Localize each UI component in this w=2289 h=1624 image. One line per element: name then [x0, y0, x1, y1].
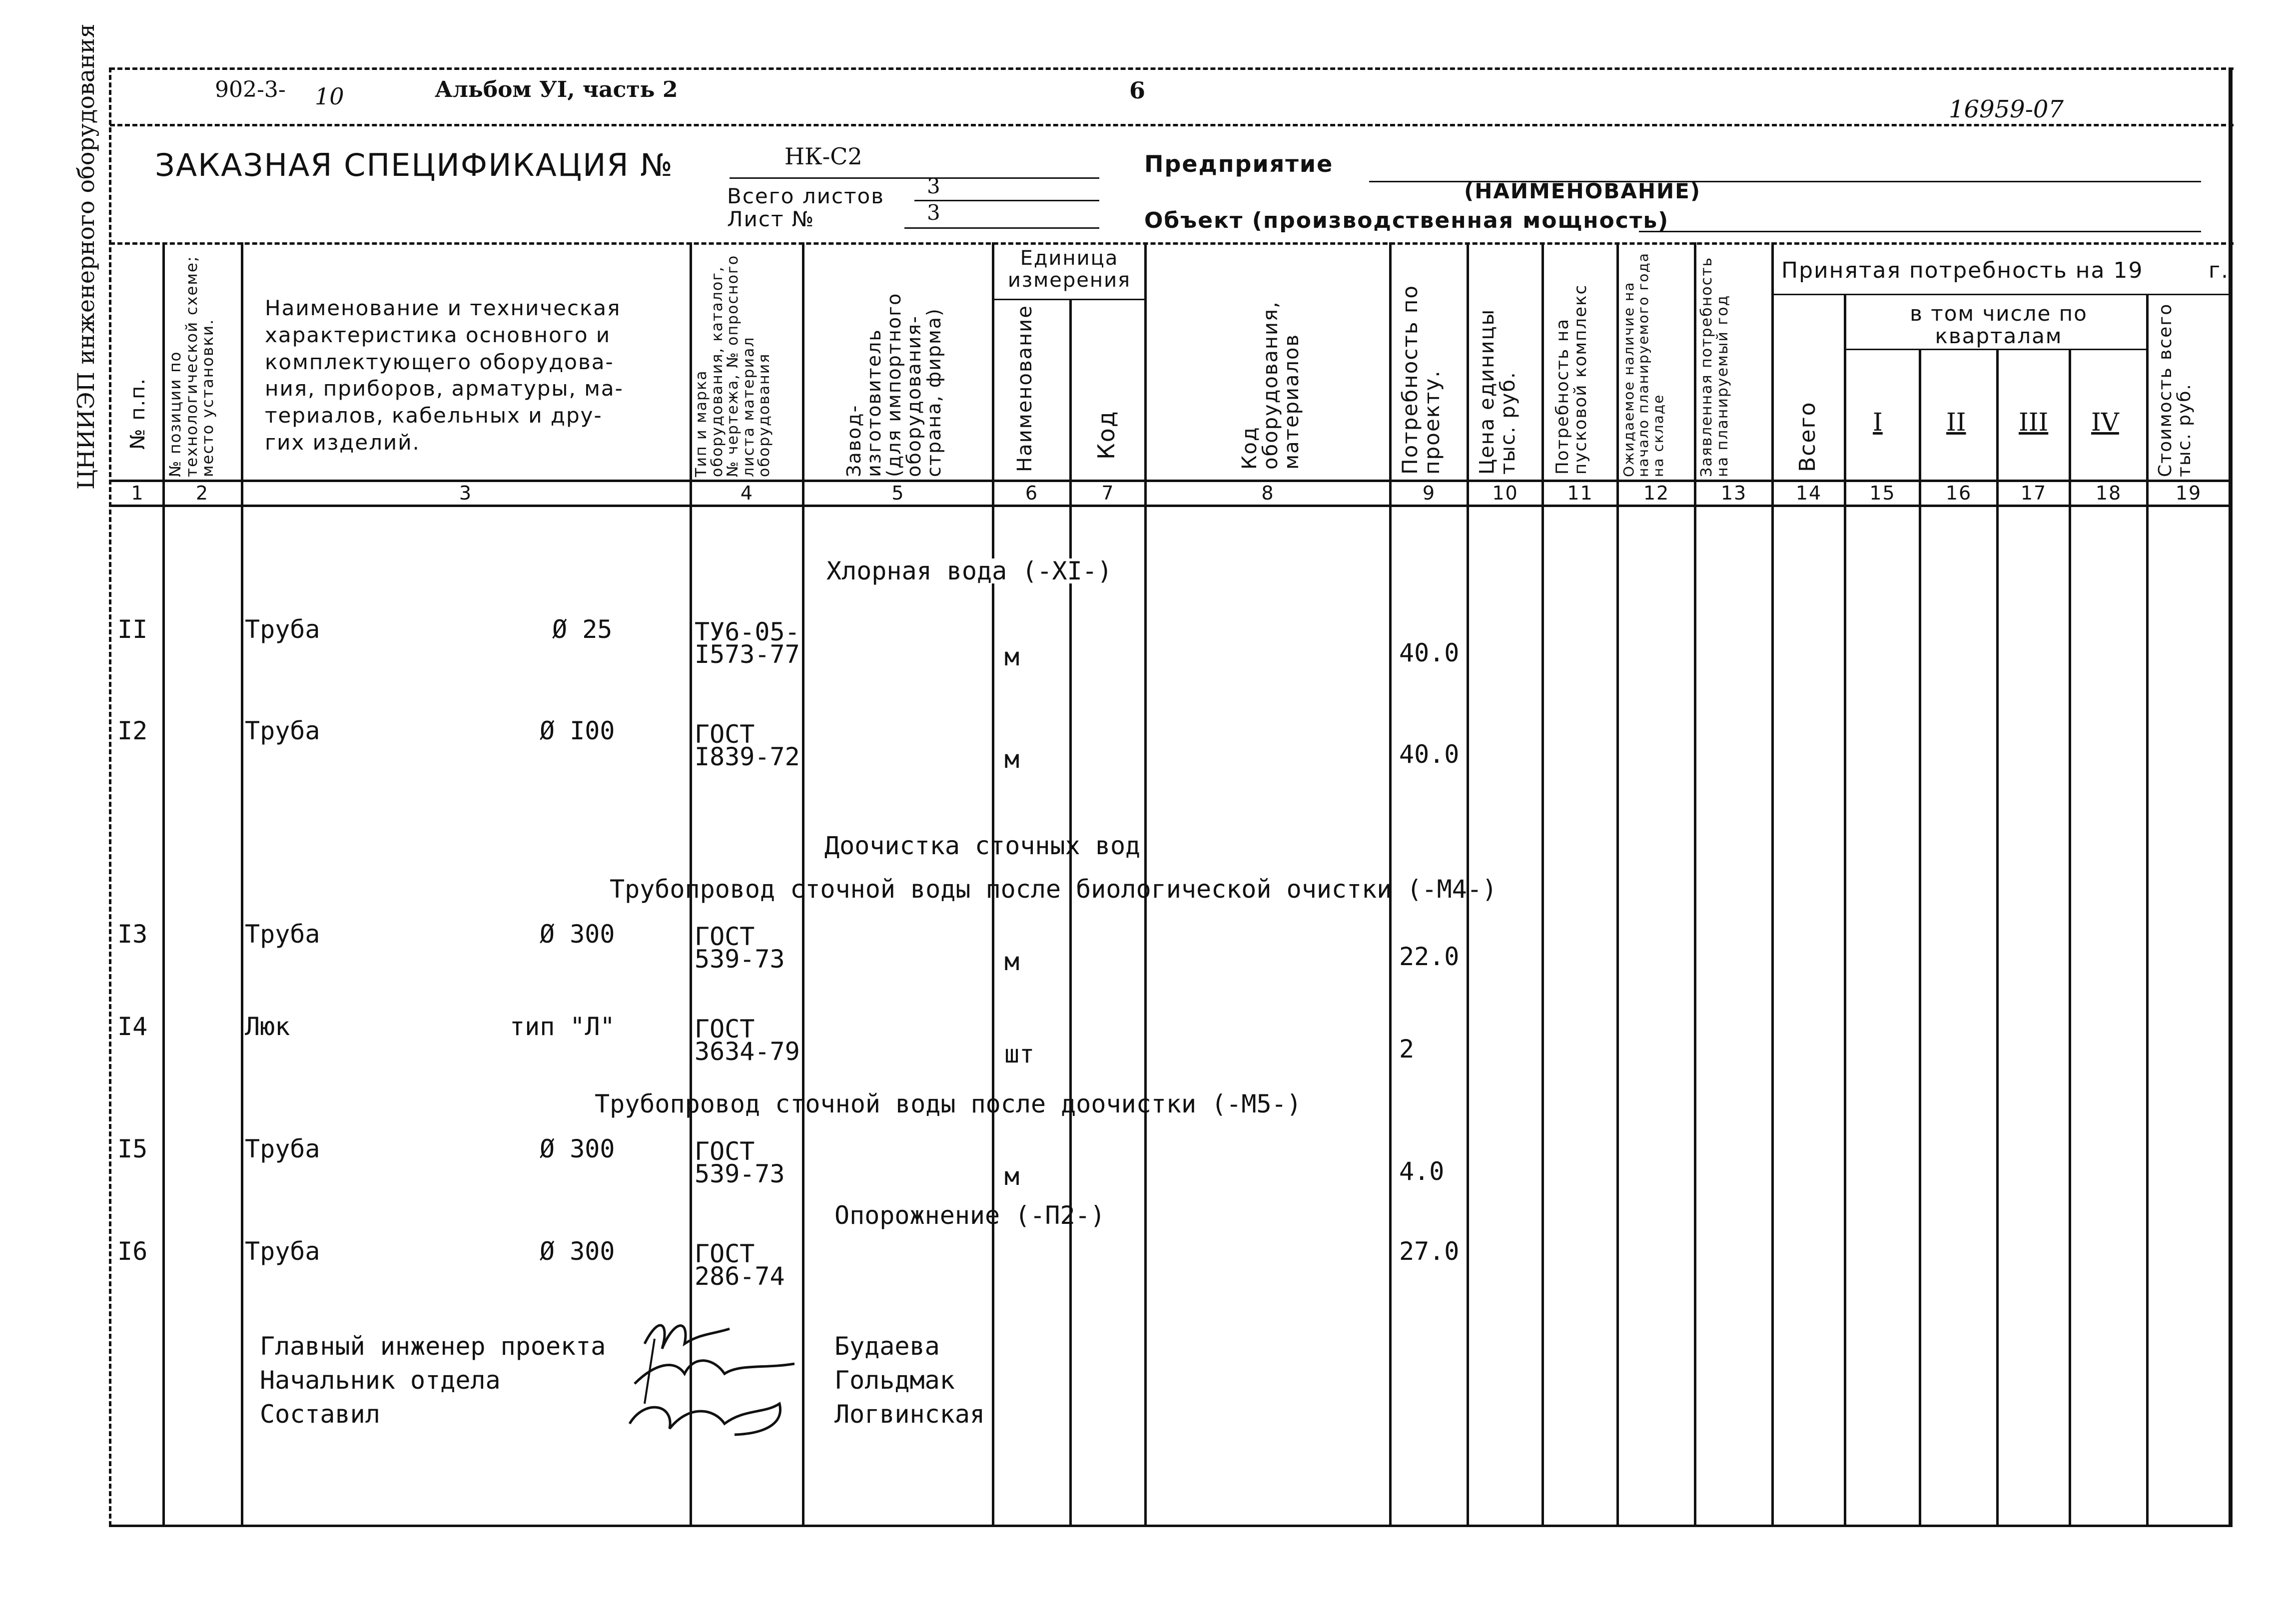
total-sheets-line	[914, 200, 1099, 201]
row-size: Ø 25	[552, 615, 613, 644]
total-sheets-label: Всего листов	[727, 184, 885, 208]
col-number: 18	[2095, 482, 2122, 504]
row-type-2: 539-73	[695, 1159, 785, 1188]
signature-name: Будаева	[834, 1332, 940, 1361]
row-type-2: I839-72	[695, 742, 800, 771]
col-number: 1	[131, 482, 144, 504]
accepted-group-line	[1771, 294, 2231, 295]
col-18-header: IV	[2091, 408, 2119, 437]
row-type-1: ГОСТ	[695, 1015, 755, 1044]
row-unit: м	[1004, 745, 1020, 774]
col-number: 4	[740, 482, 754, 504]
col-15-header: I	[1873, 408, 1883, 437]
col-3-line-4: ния, приборов, арматуры, ма-	[265, 376, 624, 401]
col-number: 7	[1101, 482, 1115, 504]
section-heading: Хлорная вода (-XI-)	[824, 558, 1114, 583]
row-type-1: ТУ6-05-	[695, 617, 800, 646]
unit-group-header: Единица измерения	[1007, 247, 1131, 292]
col-10-header: Цена единицы тыс. руб.	[1476, 308, 1520, 475]
unit-group-line	[992, 299, 1144, 300]
row-qty: 4.0	[1399, 1157, 1445, 1186]
vline-15	[1919, 350, 1921, 1525]
col-number: 12	[1643, 482, 1670, 504]
album-label: Альбом УI, часть 2	[435, 77, 678, 102]
enterprise-label: Предприятие	[1144, 150, 1334, 177]
sheet-line	[904, 227, 1099, 229]
col-3-line-2: характеристика основного и	[265, 322, 611, 347]
quarters-group-line	[1844, 349, 2146, 350]
accepted-group-suffix: г.	[2209, 258, 2230, 283]
row-qty: 40.0	[1399, 740, 1460, 769]
col-9-header: Потребность по проекту.	[1398, 284, 1445, 475]
col-12-header: Ожидаемое наличие на начало планируемого года на складе	[1620, 252, 1666, 477]
row-type-1: ГОСТ	[695, 1239, 755, 1268]
col-number: 19	[2175, 482, 2202, 504]
col-4-header: Тип и марка оборудования, каталог, № чертежа, № опросного листа материал оборудования	[693, 254, 773, 477]
col-11-header: Потребность на пусковой комплекс	[1552, 284, 1590, 475]
col-number: 2	[195, 482, 209, 504]
col-number: 16	[1945, 482, 1972, 504]
name-hint: (НАИМЕНОВАНИЕ)	[1464, 179, 1701, 203]
spec-title: ЗАКАЗНАЯ СПЕЦИФИКАЦИЯ №	[155, 147, 674, 183]
row-size: тип "Л"	[510, 1012, 615, 1041]
row-unit: м	[1004, 947, 1020, 976]
object-line	[1639, 231, 2201, 232]
signature-role: Главный инженер проекта	[260, 1332, 606, 1361]
handwritten-signatures-icon	[615, 1304, 814, 1444]
section-heading: Трубопровод сточной воды после биологической очистки (-М4-)	[610, 875, 1498, 904]
row-name: Труба	[245, 1237, 320, 1266]
col-16-header: II	[1946, 408, 1966, 437]
col-8-header: Код оборудования, материалов	[1238, 301, 1303, 470]
spec-number-line	[730, 177, 1099, 179]
row-unit: шт	[1004, 1040, 1035, 1069]
row-type-2: 286-74	[695, 1262, 785, 1291]
frame-top	[110, 67, 2234, 70]
col-6-header: Наименование	[1013, 305, 1036, 472]
vline-12	[1694, 242, 1696, 1525]
top-strip-line	[110, 124, 2234, 126]
section-heading: Доочистка сточных вод	[824, 831, 1141, 860]
row-name: Люк	[245, 1012, 290, 1041]
spec-number: НК-С2	[784, 143, 862, 170]
col-header-bottom	[110, 480, 2231, 482]
col-3-line-6: гих изделий.	[265, 430, 420, 455]
col-3-line-1: Наименование и техническая	[265, 296, 621, 320]
col-17-header: III	[2019, 408, 2049, 437]
header-bottom-line	[110, 242, 2234, 245]
col-13-header: Заявленная потребность на планируемый год	[1698, 256, 1731, 477]
row-size: Ø 300	[540, 1134, 615, 1163]
col-14-header: Всего	[1795, 401, 1820, 472]
col-2-header: № позиции по технологической схеме; место установки.	[166, 255, 217, 477]
col-number: 17	[2020, 482, 2047, 504]
row-name: Труба	[245, 1134, 320, 1163]
frame-left	[109, 67, 111, 1526]
vline-16	[1996, 350, 1999, 1525]
row-qty: 2	[1399, 1035, 1415, 1064]
row-name: Труба	[245, 615, 320, 644]
row-size: Ø 300	[540, 920, 615, 949]
row-number: I5	[117, 1134, 148, 1163]
row-type-1: ГОСТ	[695, 720, 755, 749]
inventory-number: 16959-07	[1949, 95, 2064, 123]
row-number: I6	[117, 1237, 148, 1266]
vline-10	[1541, 242, 1544, 1525]
col-number: 8	[1261, 482, 1275, 504]
doc-code-hand: 10	[315, 83, 344, 110]
signature-role: Начальник отдела	[260, 1366, 501, 1395]
row-number: I4	[117, 1012, 148, 1041]
vline-17	[2069, 350, 2071, 1525]
col-5-header: Завод-изготовитель (для импортного оборудования-страна, фирма)	[843, 292, 945, 477]
row-type-2: 539-73	[695, 945, 785, 974]
section-heading: Трубопровод сточной воды после доочистки (-М5-)	[595, 1089, 1302, 1118]
page-number: 6	[1129, 77, 1146, 104]
row-type-1: ГОСТ	[695, 922, 755, 951]
row-size: Ø I00	[540, 716, 615, 745]
row-name: Труба	[245, 920, 320, 949]
vline-14	[1844, 295, 1846, 1525]
vline-18	[2146, 295, 2149, 1525]
row-number: I2	[117, 716, 148, 745]
col-number: 3	[459, 482, 473, 504]
col-number: 5	[891, 482, 905, 504]
col-3-line-3: комплектующего оборудова-	[265, 349, 614, 374]
doc-code: 902-3-	[215, 77, 286, 102]
row-number: II	[117, 615, 148, 644]
section-heading: Опорожнение (-П2-)	[834, 1201, 1105, 1230]
col-number: 10	[1492, 482, 1519, 504]
row-qty: 40.0	[1399, 638, 1460, 667]
col-3-line-5: териалов, кабельных и дру-	[265, 403, 603, 428]
signature-name: Логвинская	[834, 1400, 985, 1429]
vline-1	[162, 242, 165, 1525]
total-sheets-value: 3	[927, 174, 940, 198]
col-7-header: Код	[1093, 410, 1120, 460]
col-number: 14	[1795, 482, 1822, 504]
sheet-label: Лист №	[727, 207, 815, 231]
col-19-header: Стоимость всего тыс. руб.	[2155, 303, 2195, 477]
signature-role: Составил	[260, 1400, 380, 1429]
row-type-2: I573-77	[695, 640, 800, 669]
col-3-header	[265, 295, 624, 456]
row-type-2: 3634-79	[695, 1037, 800, 1066]
sheet-value: 3	[927, 200, 940, 225]
row-name: Труба	[245, 716, 320, 745]
col-1-header: № п.п.	[126, 377, 149, 450]
col-number: 9	[1422, 482, 1436, 504]
row-type-1: ГОСТ	[695, 1137, 755, 1166]
signature-name: Гольдмак	[834, 1366, 955, 1395]
quarters-group-header: в том числе по кварталам	[1910, 301, 2088, 349]
object-label: Объект (производственная мощность)	[1144, 208, 1669, 233]
col-number: 11	[1567, 482, 1593, 504]
col-number: 6	[1025, 482, 1039, 504]
col-number: 15	[1869, 482, 1896, 504]
vline-11	[1616, 242, 1619, 1525]
accepted-group-header: Принятая потребность на 19	[1781, 258, 2144, 283]
frame-bottom	[109, 1525, 2233, 1527]
row-number: I3	[117, 920, 148, 949]
row-unit: м	[1004, 1162, 1020, 1191]
row-qty: 27.0	[1399, 1237, 1460, 1266]
col-number: 13	[1720, 482, 1747, 504]
frame-right	[2229, 67, 2233, 1526]
col-numbers-bottom	[110, 505, 2231, 507]
vline-13	[1771, 242, 1774, 1525]
row-unit: м	[1004, 642, 1020, 671]
vline-2	[241, 242, 243, 1525]
row-size: Ø 300	[540, 1237, 615, 1266]
side-label: ЦНИИЭП инженерного оборудования	[72, 23, 99, 490]
row-qty: 22.0	[1399, 942, 1460, 971]
